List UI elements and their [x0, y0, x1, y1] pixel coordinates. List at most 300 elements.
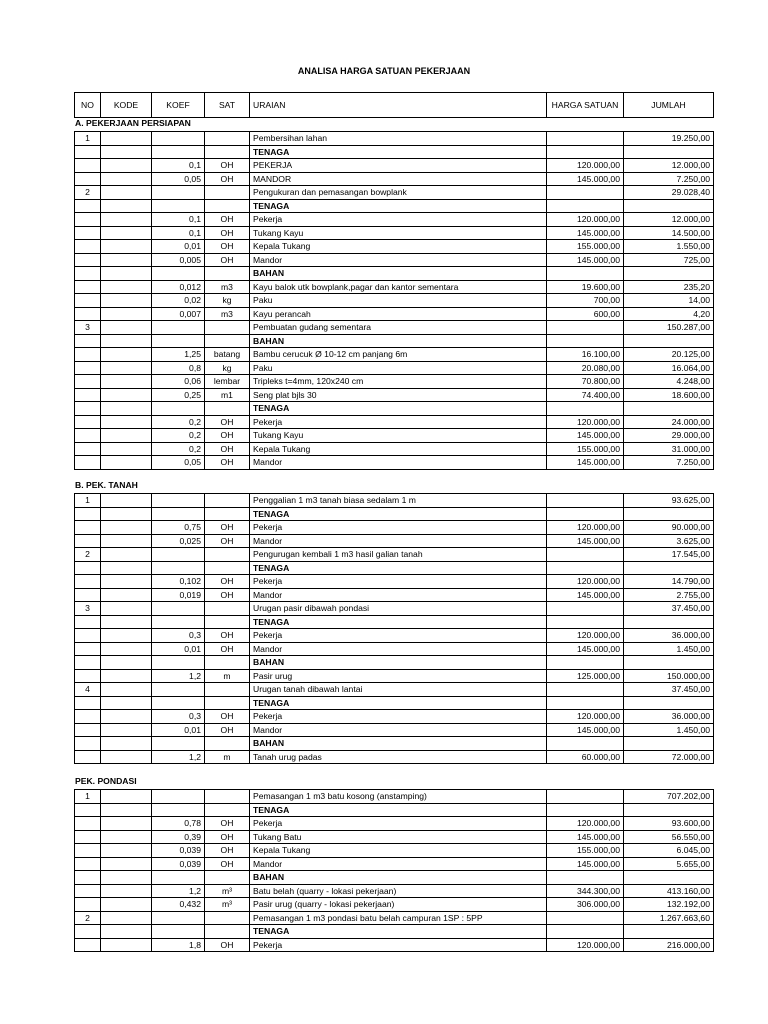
cell-uraian: TENAGA: [250, 402, 547, 416]
cell-koef: 0,039: [152, 857, 205, 871]
col-header-jumlah: JUMLAH: [624, 93, 714, 118]
cell-koef: 0,3: [152, 710, 205, 724]
cell-koef: 0,2: [152, 442, 205, 456]
cell-sat: m1: [205, 388, 250, 402]
cell-sat: [205, 803, 250, 817]
table-row: [75, 925, 714, 939]
cell-kode: [101, 615, 152, 629]
cell-kode: [101, 494, 152, 508]
cell-sat: [205, 656, 250, 670]
cell-harga: [547, 334, 624, 348]
cell-koef: 0,005: [152, 253, 205, 267]
cell-kode: [101, 213, 152, 227]
cell-koef: 0,012: [152, 280, 205, 294]
cell-uraian: Kepala Tukang: [250, 442, 547, 456]
cell-kode: [101, 871, 152, 885]
cell-harga: 120.000,00: [547, 629, 624, 643]
cell-kode: [101, 280, 152, 294]
table-row: [75, 898, 714, 912]
cell-jumlah: [624, 507, 714, 521]
cell-sat: m: [205, 669, 250, 683]
table-row: [75, 415, 714, 429]
section-table: [74, 131, 714, 470]
cell-no: [75, 642, 101, 656]
cell-harga: [547, 615, 624, 629]
cell-sat: m3: [205, 307, 250, 321]
cell-sat: [205, 334, 250, 348]
cell-kode: [101, 656, 152, 670]
cell-koef: [152, 321, 205, 335]
cell-uraian: Pekerja: [250, 710, 547, 724]
cell-jumlah: 4.248,00: [624, 375, 714, 389]
cell-uraian: Kayu balok utk bowplank,pagar dan kantor sementara: [250, 280, 547, 294]
cell-kode: [101, 857, 152, 871]
table-row: [75, 561, 714, 575]
cell-jumlah: [624, 145, 714, 159]
cell-sat: [205, 790, 250, 804]
cell-sat: m³: [205, 884, 250, 898]
cell-harga: [547, 737, 624, 751]
cell-uraian: Pekerja: [250, 575, 547, 589]
cell-jumlah: 5.655,00: [624, 857, 714, 871]
cell-harga: 145.000,00: [547, 588, 624, 602]
table-row: [75, 294, 714, 308]
cell-koef: [152, 267, 205, 281]
cell-kode: [101, 402, 152, 416]
cell-kode: [101, 938, 152, 952]
cell-harga: [547, 321, 624, 335]
section-table: [74, 493, 714, 764]
cell-kode: [101, 884, 152, 898]
cell-uraian: Seng plat bjls 30: [250, 388, 547, 402]
table-row: [75, 871, 714, 885]
cell-no: [75, 750, 101, 764]
cell-jumlah: 216.000,00: [624, 938, 714, 952]
cell-harga: 60.000,00: [547, 750, 624, 764]
table-row: [75, 280, 714, 294]
cell-kode: [101, 307, 152, 321]
cell-harga: 344.300,00: [547, 884, 624, 898]
cell-no: [75, 844, 101, 858]
cell-sat: [205, 602, 250, 616]
cell-kode: [101, 429, 152, 443]
table-row: [75, 159, 714, 173]
cell-harga: [547, 561, 624, 575]
cell-koef: 0,75: [152, 521, 205, 535]
cell-no: [75, 561, 101, 575]
cell-koef: 1,2: [152, 750, 205, 764]
cell-harga: 155.000,00: [547, 844, 624, 858]
cell-uraian: Pasir urug: [250, 669, 547, 683]
cell-kode: [101, 911, 152, 925]
cell-sat: [205, 911, 250, 925]
cell-kode: [101, 159, 152, 173]
cell-koef: 0,78: [152, 817, 205, 831]
cell-uraian: Mandor: [250, 857, 547, 871]
cell-jumlah: [624, 696, 714, 710]
table-row: [75, 199, 714, 213]
cell-no: [75, 925, 101, 939]
cell-jumlah: 725,00: [624, 253, 714, 267]
cell-sat: [205, 683, 250, 697]
cell-no: [75, 429, 101, 443]
cell-sat: [205, 267, 250, 281]
cell-sat: m3: [205, 280, 250, 294]
cell-sat: m: [205, 750, 250, 764]
cell-uraian: TENAGA: [250, 696, 547, 710]
cell-jumlah: 14.790,00: [624, 575, 714, 589]
cell-uraian: Pasir urug (quarry - lokasi pekerjaan): [250, 898, 547, 912]
cell-kode: [101, 361, 152, 375]
cell-kode: [101, 723, 152, 737]
section-table: [74, 789, 714, 952]
cell-koef: 0,01: [152, 642, 205, 656]
cell-kode: [101, 388, 152, 402]
cell-koef: 1,25: [152, 348, 205, 362]
cell-kode: [101, 561, 152, 575]
cell-kode: [101, 898, 152, 912]
cell-harga: 155.000,00: [547, 442, 624, 456]
cell-uraian: Paku: [250, 361, 547, 375]
cell-no: [75, 375, 101, 389]
cell-sat: OH: [205, 817, 250, 831]
cell-koef: [152, 561, 205, 575]
cell-kode: [101, 750, 152, 764]
cell-uraian: TENAGA: [250, 615, 547, 629]
cell-no: [75, 696, 101, 710]
cell-uraian: Pembuatan gudang sementara: [250, 321, 547, 335]
section-title: A. PEKERJAAN PERSIAPAN: [75, 118, 191, 128]
cell-sat: OH: [205, 575, 250, 589]
cell-koef: 0,1: [152, 213, 205, 227]
cell-kode: [101, 240, 152, 254]
col-header-uraian: URAIAN: [250, 93, 547, 118]
cell-koef: 0,06: [152, 375, 205, 389]
cell-jumlah: 93.600,00: [624, 817, 714, 831]
cell-koef: [152, 132, 205, 146]
cell-koef: [152, 402, 205, 416]
table-row: [75, 534, 714, 548]
cell-uraian: Tukang Kayu: [250, 226, 547, 240]
cell-harga: [547, 683, 624, 697]
cell-sat: OH: [205, 534, 250, 548]
cell-uraian: Urugan tanah dibawah lantai: [250, 683, 547, 697]
cell-no: [75, 253, 101, 267]
cell-sat: OH: [205, 844, 250, 858]
cell-sat: OH: [205, 938, 250, 952]
cell-no: [75, 442, 101, 456]
cell-jumlah: 37.450,00: [624, 602, 714, 616]
cell-no: [75, 938, 101, 952]
table-row: [75, 456, 714, 470]
table-row: [75, 321, 714, 335]
table-row: [75, 588, 714, 602]
cell-jumlah: 12.000,00: [624, 213, 714, 227]
table-row: [75, 737, 714, 751]
cell-no: 1: [75, 494, 101, 508]
cell-uraian: TENAGA: [250, 507, 547, 521]
cell-no: [75, 507, 101, 521]
table-row: [75, 494, 714, 508]
cell-sat: OH: [205, 588, 250, 602]
cell-uraian: Pekerja: [250, 415, 547, 429]
cell-harga: 120.000,00: [547, 938, 624, 952]
cell-sat: [205, 507, 250, 521]
cell-harga: [547, 145, 624, 159]
cell-sat: OH: [205, 415, 250, 429]
cell-uraian: Pengurugan kembali 1 m3 hasil galian tanah: [250, 548, 547, 562]
table-row: [75, 145, 714, 159]
cell-koef: 0,25: [152, 388, 205, 402]
cell-kode: [101, 294, 152, 308]
cell-kode: [101, 790, 152, 804]
cell-harga: 125.000,00: [547, 669, 624, 683]
cell-koef: [152, 334, 205, 348]
table-row: [75, 186, 714, 200]
table-row: [75, 267, 714, 281]
cell-sat: [205, 402, 250, 416]
cell-koef: 0,039: [152, 844, 205, 858]
cell-harga: 145.000,00: [547, 857, 624, 871]
cell-jumlah: 36.000,00: [624, 629, 714, 643]
cell-jumlah: [624, 615, 714, 629]
cell-jumlah: 90.000,00: [624, 521, 714, 535]
cell-uraian: PEKERJA: [250, 159, 547, 173]
cell-kode: [101, 588, 152, 602]
cell-sat: [205, 321, 250, 335]
cell-no: [75, 857, 101, 871]
cell-koef: 1,2: [152, 884, 205, 898]
cell-harga: [547, 199, 624, 213]
cell-kode: [101, 737, 152, 751]
table-row: [75, 132, 714, 146]
cell-uraian: Pekerja: [250, 213, 547, 227]
cell-no: [75, 669, 101, 683]
cell-harga: 120.000,00: [547, 817, 624, 831]
table-row: [75, 615, 714, 629]
cell-harga: 19.600,00: [547, 280, 624, 294]
cell-no: [75, 334, 101, 348]
table-row: [75, 213, 714, 227]
cell-no: [75, 388, 101, 402]
table-row: [75, 575, 714, 589]
cell-jumlah: 1.267.663,60: [624, 911, 714, 925]
cell-harga: 700,00: [547, 294, 624, 308]
cell-no: 1: [75, 790, 101, 804]
table-row: [75, 750, 714, 764]
cell-no: 3: [75, 602, 101, 616]
cell-no: [75, 629, 101, 643]
cell-jumlah: 37.450,00: [624, 683, 714, 697]
cell-kode: [101, 925, 152, 939]
cell-kode: [101, 602, 152, 616]
cell-uraian: BAHAN: [250, 334, 547, 348]
cell-uraian: Pekerja: [250, 629, 547, 643]
table-row: [75, 521, 714, 535]
cell-harga: 600,00: [547, 307, 624, 321]
col-header-sat: SAT: [205, 93, 250, 118]
cell-kode: [101, 375, 152, 389]
cell-sat: [205, 615, 250, 629]
cell-no: [75, 267, 101, 281]
cell-jumlah: 235,20: [624, 280, 714, 294]
cell-kode: [101, 696, 152, 710]
cell-harga: 306.000,00: [547, 898, 624, 912]
cell-harga: [547, 186, 624, 200]
cell-uraian: MANDOR: [250, 172, 547, 186]
cell-koef: [152, 494, 205, 508]
cell-uraian: TENAGA: [250, 199, 547, 213]
cell-kode: [101, 145, 152, 159]
cell-sat: lembar: [205, 375, 250, 389]
table-row: [75, 348, 714, 362]
cell-no: [75, 710, 101, 724]
cell-kode: [101, 348, 152, 362]
col-header-harga-satuan: HARGA SATUAN: [547, 93, 624, 118]
cell-uraian: BAHAN: [250, 737, 547, 751]
cell-koef: 0,1: [152, 159, 205, 173]
section-title: PEK. PONDASI: [75, 776, 137, 786]
cell-kode: [101, 575, 152, 589]
cell-uraian: Mandor: [250, 456, 547, 470]
cell-koef: [152, 186, 205, 200]
cell-jumlah: 24.000,00: [624, 415, 714, 429]
table-row: [75, 669, 714, 683]
cell-uraian: BAHAN: [250, 871, 547, 885]
cell-uraian: Kepala Tukang: [250, 844, 547, 858]
cell-harga: 155.000,00: [547, 240, 624, 254]
cell-sat: OH: [205, 442, 250, 456]
cell-jumlah: 1.450,00: [624, 642, 714, 656]
cell-koef: 0,2: [152, 415, 205, 429]
cell-jumlah: 1.550,00: [624, 240, 714, 254]
cell-no: 3: [75, 321, 101, 335]
table-row: [75, 402, 714, 416]
cell-kode: [101, 321, 152, 335]
cell-harga: 120.000,00: [547, 575, 624, 589]
cell-kode: [101, 534, 152, 548]
cell-jumlah: 3.625,00: [624, 534, 714, 548]
cell-jumlah: 150.287,00: [624, 321, 714, 335]
cell-jumlah: [624, 199, 714, 213]
cell-jumlah: 14,00: [624, 294, 714, 308]
cell-jumlah: [624, 561, 714, 575]
cell-kode: [101, 334, 152, 348]
cell-no: [75, 240, 101, 254]
cell-uraian: Tukang Batu: [250, 830, 547, 844]
cell-koef: 0,1: [152, 226, 205, 240]
cell-jumlah: 16.064,00: [624, 361, 714, 375]
table-row: [75, 602, 714, 616]
table-row: [75, 307, 714, 321]
cell-harga: 145.000,00: [547, 172, 624, 186]
cell-kode: [101, 172, 152, 186]
document-title: ANALISA HARGA SATUAN PEKERJAAN: [297, 66, 471, 76]
cell-no: [75, 588, 101, 602]
cell-koef: [152, 548, 205, 562]
cell-uraian: Tanah urug padas: [250, 750, 547, 764]
table-row: [75, 240, 714, 254]
cell-kode: [101, 442, 152, 456]
cell-koef: [152, 145, 205, 159]
cell-uraian: Kepala Tukang: [250, 240, 547, 254]
cell-harga: [547, 548, 624, 562]
cell-no: [75, 348, 101, 362]
cell-no: 1: [75, 132, 101, 146]
cell-kode: [101, 267, 152, 281]
cell-kode: [101, 629, 152, 643]
cell-koef: 0,01: [152, 240, 205, 254]
cell-sat: [205, 145, 250, 159]
cell-no: [75, 521, 101, 535]
cell-jumlah: 7.250,00: [624, 172, 714, 186]
section-title: B. PEK. TANAH: [75, 480, 138, 490]
cell-uraian: Kayu perancah: [250, 307, 547, 321]
cell-sat: [205, 548, 250, 562]
cell-kode: [101, 548, 152, 562]
cell-no: [75, 830, 101, 844]
cell-jumlah: [624, 334, 714, 348]
col-header-kode: KODE: [101, 93, 152, 118]
cell-jumlah: [624, 267, 714, 281]
cell-koef: 0,019: [152, 588, 205, 602]
cell-kode: [101, 507, 152, 521]
table-row: [75, 884, 714, 898]
cell-harga: 145.000,00: [547, 253, 624, 267]
table-row: [75, 857, 714, 871]
cell-uraian: TENAGA: [250, 925, 547, 939]
table-row: [75, 642, 714, 656]
table-row: [75, 803, 714, 817]
table-row: [75, 790, 714, 804]
cell-harga: [547, 925, 624, 939]
table-row: [75, 442, 714, 456]
cell-harga: 120.000,00: [547, 159, 624, 173]
cell-uraian: Mandor: [250, 642, 547, 656]
cell-sat: OH: [205, 629, 250, 643]
cell-harga: 145.000,00: [547, 429, 624, 443]
cell-harga: [547, 911, 624, 925]
cell-uraian: Tukang Kayu: [250, 429, 547, 443]
cell-no: [75, 280, 101, 294]
cell-no: [75, 534, 101, 548]
cell-harga: 145.000,00: [547, 226, 624, 240]
cell-koef: 0,8: [152, 361, 205, 375]
col-header-no: NO: [75, 93, 101, 118]
cell-sat: [205, 186, 250, 200]
table-row: [75, 334, 714, 348]
cell-harga: 120.000,00: [547, 213, 624, 227]
table-row: [75, 844, 714, 858]
cell-no: [75, 226, 101, 240]
cell-sat: [205, 199, 250, 213]
cell-kode: [101, 456, 152, 470]
table-row: [75, 830, 714, 844]
cell-no: [75, 871, 101, 885]
cell-kode: [101, 710, 152, 724]
table-row: [75, 226, 714, 240]
cell-no: [75, 199, 101, 213]
cell-koef: 0,2: [152, 429, 205, 443]
cell-koef: [152, 602, 205, 616]
cell-kode: [101, 415, 152, 429]
cell-harga: 120.000,00: [547, 521, 624, 535]
cell-koef: [152, 925, 205, 939]
cell-no: [75, 898, 101, 912]
cell-koef: [152, 790, 205, 804]
cell-harga: 120.000,00: [547, 415, 624, 429]
cell-no: [75, 817, 101, 831]
